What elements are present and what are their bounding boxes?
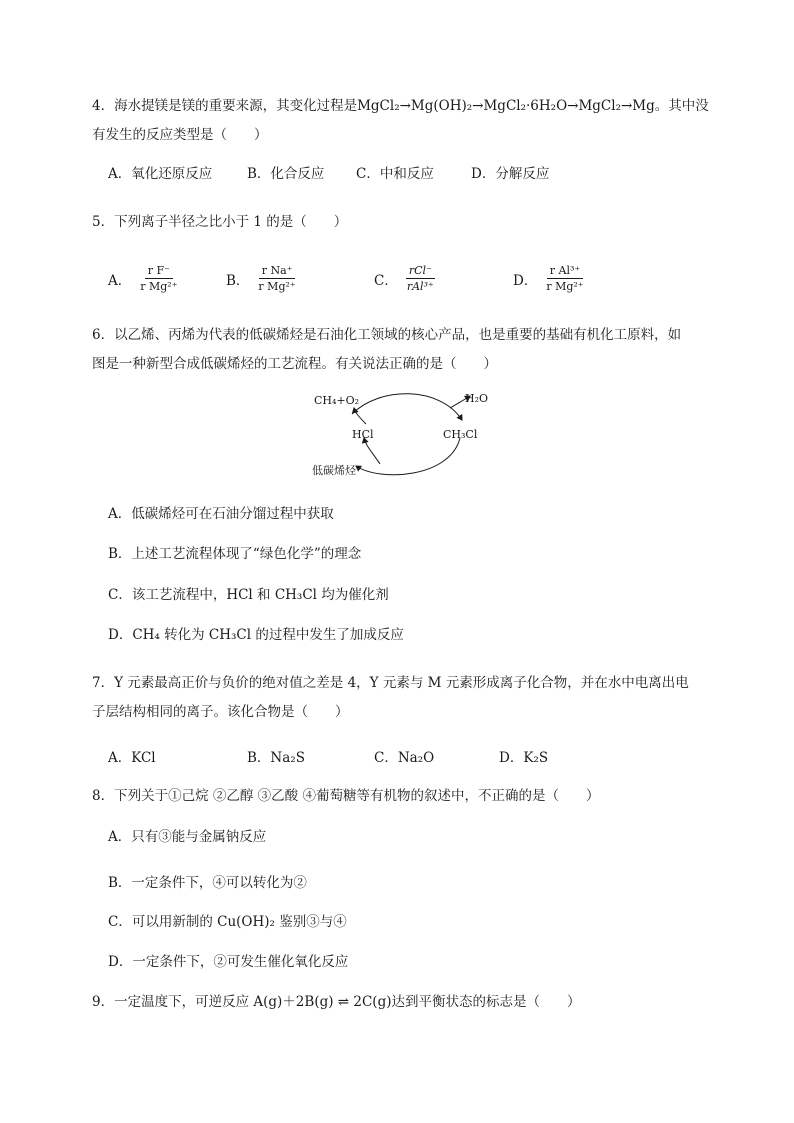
diagram-hcl: HCl	[352, 428, 374, 441]
q6-option-a: A．低碳烯烃可在石油分馏过程中获取	[108, 506, 334, 522]
q4-option-d: D．分解反应	[471, 166, 550, 182]
q5-option-b-denominator: r Mg²⁺	[258, 280, 296, 293]
q5-option-c	[374, 264, 437, 293]
q7-stem-line2: 子层结构相同的离子。该化合物是（ ）	[92, 704, 349, 720]
q6-option-b: B．上述工艺流程体现了“绿色化学”的理念	[108, 546, 362, 562]
q5-option-c-denominator: rAl³⁺	[406, 280, 434, 293]
q7-option-a: A．KCl	[108, 750, 156, 766]
q5-option-d-fraction	[543, 264, 586, 293]
q5-option-a-fraction	[137, 264, 180, 293]
q6-stem-line1: 6．以乙烯、丙烯为代表的低碳烯烃是石油化工领域的核心产品，也是重要的基础有机化工原料，如	[92, 327, 682, 343]
diagram-reactants: CH₄+O₂	[314, 394, 360, 407]
q6-stem-line2: 图是一种新型合成低碳烯烃的工艺流程。有关说法正确的是（ ）	[92, 356, 497, 372]
q8-option-d: D．一定条件下，②可发生催化氧化反应	[108, 954, 349, 970]
diagram-water: H₂O	[465, 392, 489, 405]
q5-option-b-label: B．	[226, 272, 250, 289]
q4-option-c: C．中和反应	[356, 166, 434, 182]
q5-stem: 5．下列离子半径之比小于 1 的是（ ）	[92, 214, 348, 230]
q4-stem-line2: 有发生的反应类型是（ ）	[92, 127, 268, 143]
q5-option-b	[226, 264, 299, 293]
arc-to-ch3cl	[352, 394, 462, 420]
process-flow-diagram	[300, 386, 510, 486]
q5-option-c-numerator: rCl⁻	[406, 264, 435, 279]
q7-option-c: C．Na₂O	[374, 750, 435, 766]
diagram-ch3cl: CH₃Cl	[443, 428, 478, 441]
q5-option-c-fraction	[404, 264, 437, 293]
q8-option-c: C．可以用新制的 Cu(OH)₂ 鉴别③与④	[108, 914, 347, 930]
q5-option-b-fraction	[255, 264, 298, 293]
q7-option-d: D．K₂S	[499, 750, 549, 766]
arrow-to-hcl	[364, 438, 380, 464]
q5-option-d-numerator: r Al³⁺	[547, 264, 583, 279]
q5-option-d-label: D．	[513, 272, 538, 289]
q8-option-a: A．只有③能与金属钠反应	[108, 829, 267, 845]
q5-option-a	[108, 264, 181, 293]
q5-option-a-label: A．	[108, 272, 132, 289]
q4-option-a: A．氧化还原反应	[108, 166, 213, 182]
arc-to-product	[356, 438, 460, 475]
q8-option-b: B．一定条件下，④可以转化为②	[108, 875, 307, 891]
q5-option-c-label: C．	[374, 272, 398, 289]
q4-option-b: B．化合反应	[247, 166, 325, 182]
q5-option-d-denominator: r Mg²⁺	[546, 280, 584, 293]
q5-option-a-denominator: r Mg²⁺	[140, 280, 178, 293]
q8-stem: 8．下列关于①己烷 ②乙醇 ③乙酸 ④葡萄糖等有机物的叙述中，不正确的是（ ）	[92, 788, 600, 804]
q5-option-a-numerator: r F⁻	[145, 264, 173, 279]
diagram-product: 低碳烯烃	[312, 464, 356, 477]
q7-stem-line1: 7．Y 元素最高正价与负价的绝对值之差是 4，Y 元素与 M 元素形成离子化合物，并在水中电离出电	[92, 675, 689, 691]
q9-stem: 9．一定温度下，可逆反应 A(g)＋2B(g) ⇌ 2C(g)达到平衡状态的标志是（ ）	[92, 994, 581, 1010]
q6-option-d: D．CH₄ 转化为 CH₃Cl 的过程中发生了加成反应	[108, 627, 404, 643]
q5-option-d	[513, 264, 587, 293]
q5-option-b-numerator: r Na⁺	[259, 264, 296, 279]
q4-stem-line1: 4．海水提镁是镁的重要来源，其变化过程是MgCl₂→Mg(OH)₂→MgCl₂·6H₂O→MgCl₂→Mg。其中没	[92, 98, 709, 114]
q7-option-b: B．Na₂S	[247, 750, 305, 766]
q6-option-c: C．该工艺流程中，HCl 和 CH₃Cl 均为催化剂	[108, 587, 389, 603]
